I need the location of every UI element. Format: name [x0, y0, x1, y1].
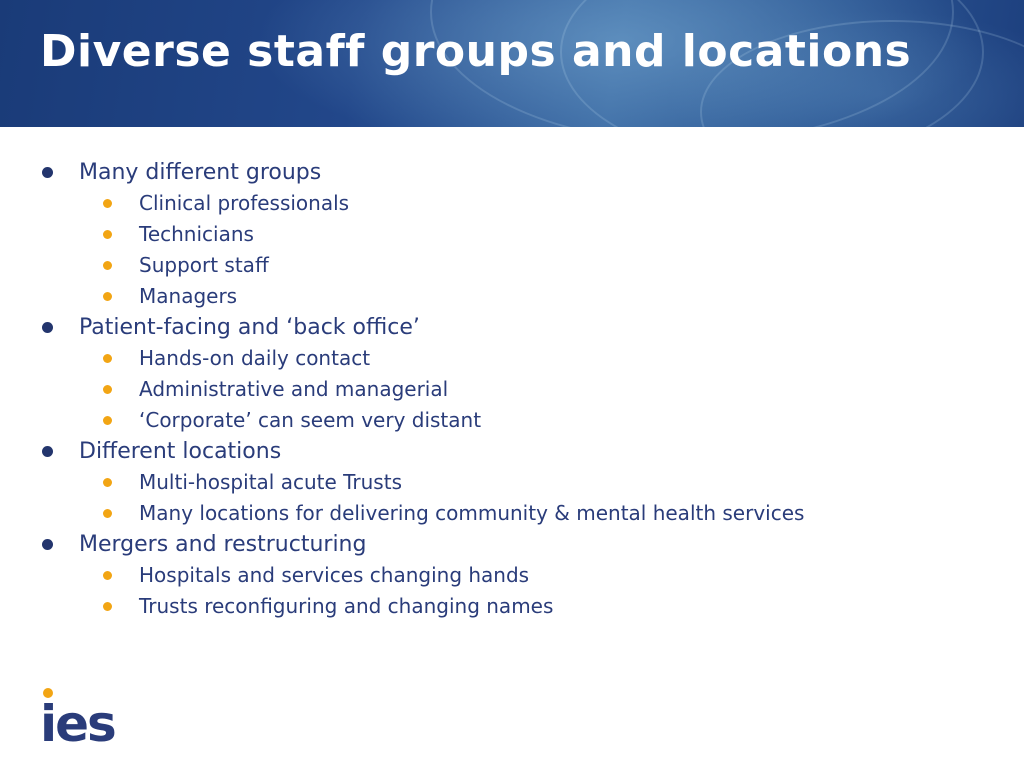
bullet-list	[0, 157, 1024, 622]
bullet-item	[0, 529, 1024, 560]
sub-bullet-text: Technicians	[139, 222, 254, 246]
bullet-dot	[42, 167, 53, 178]
sub-bullet-text: ‘Corporate’ can seem very distant	[139, 408, 482, 432]
ies-logo-graphic	[40, 686, 130, 746]
sub-bullet-dot	[103, 571, 112, 580]
sub-bullet-text: Hands-on daily contact	[139, 346, 371, 370]
sub-bullet-dot	[103, 602, 112, 611]
sub-bullet-item	[0, 250, 1024, 281]
bullet-text: Mergers and restructuring	[79, 532, 367, 557]
sub-bullet-item	[0, 405, 1024, 436]
sub-bullet-dot	[103, 509, 112, 518]
sub-bullet-dot	[103, 261, 112, 270]
sub-bullet-text: Administrative and managerial	[139, 377, 449, 401]
sub-bullet-text: Hospitals and services changing hands	[139, 563, 530, 587]
sub-bullet-item	[0, 498, 1024, 529]
sub-bullet-text: Support staff	[139, 253, 269, 277]
bullet-dot	[42, 539, 53, 550]
sub-bullet-item	[0, 281, 1024, 312]
bullet-text: Many different groups	[79, 160, 322, 185]
sub-bullet-text: Many locations for delivering community & mental health services	[139, 501, 805, 525]
sub-bullet-text: Clinical professionals	[139, 191, 350, 215]
sub-bullet-text: Multi-hospital acute Trusts	[139, 470, 402, 494]
sub-bullet-text: Trusts reconfiguring and changing names	[139, 594, 554, 618]
sub-bullet-item	[0, 467, 1024, 498]
sub-bullet-text: Managers	[139, 284, 238, 308]
bullet-item	[0, 436, 1024, 467]
sub-bullet-dot	[103, 199, 112, 208]
bullet-item	[0, 157, 1024, 188]
slide-title: Diverse staff groups and locations	[40, 26, 912, 77]
sub-bullet-item	[0, 188, 1024, 219]
bullet-text: Different locations	[79, 439, 282, 464]
logo-text: ies	[40, 695, 115, 746]
sub-bullet-dot	[103, 478, 112, 487]
title-banner	[0, 0, 1024, 127]
sub-bullet-dot	[103, 385, 112, 394]
bullet-item	[0, 312, 1024, 343]
sub-bullet-dot	[103, 416, 112, 425]
sub-bullet-item	[0, 591, 1024, 622]
sub-bullet-dot	[103, 354, 112, 363]
bullet-dot	[42, 446, 53, 457]
sub-bullet-item	[0, 219, 1024, 250]
bullet-text: Patient-facing and ‘back office’	[79, 315, 420, 340]
sub-bullet-item	[0, 374, 1024, 405]
ies-logo	[40, 686, 130, 746]
sub-bullet-dot	[103, 292, 112, 301]
sub-bullet-item	[0, 343, 1024, 374]
bullet-dot	[42, 322, 53, 333]
sub-bullet-dot	[103, 230, 112, 239]
sub-bullet-item	[0, 560, 1024, 591]
